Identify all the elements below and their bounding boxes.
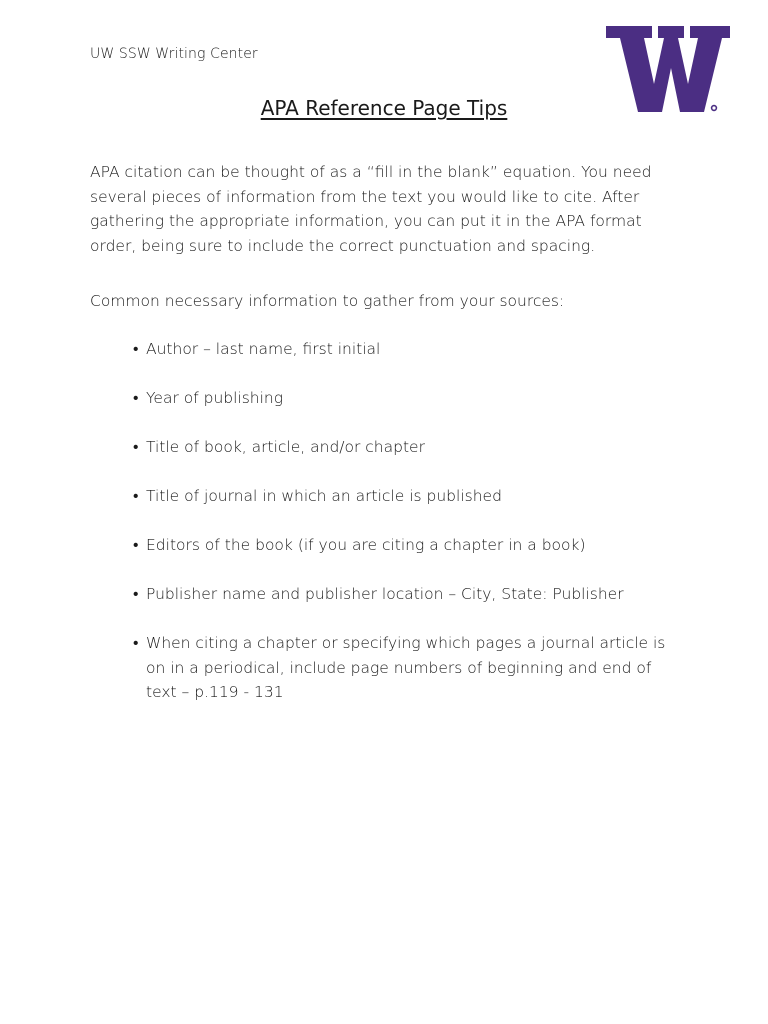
list-item-text: Editors of the book (if you are citing a chapter in a book) [146, 536, 586, 554]
bullet-marker: • [133, 487, 139, 505]
header-org-name: UW SSW Writing Center [90, 46, 258, 62]
list-item [133, 337, 678, 362]
list-item-text: Title of journal in which an article is published [146, 487, 502, 505]
bullet-marker: • [133, 536, 139, 554]
bullet-list [133, 337, 678, 729]
list-item-text: Publisher name and publisher location – City, State: Publisher [146, 585, 624, 603]
list-item [133, 386, 678, 411]
lead-paragraph: Common necessary information to gather from your sources: [90, 292, 565, 310]
list-item [133, 533, 678, 558]
bullet-marker: • [133, 389, 139, 407]
list-item-text: Year of publishing [146, 389, 284, 407]
bullet-marker: • [133, 634, 139, 652]
intro-paragraph: APA citation can be thought of as a “fill in the blank” equation. You need several pieces of information from the text you would like to cite. After gathering the appropriate information, you can put it in the APA format order, being sure to include the correct punctuation and spacing. [90, 163, 652, 255]
list-item-text: When citing a chapter or specifying which pages a journal article is on in a periodical, include page numbers of beginning and end of text – p.119 - 131 [146, 634, 666, 701]
bullet-marker: • [133, 438, 139, 456]
list-item-text: Title of book, article, and/or chapter [146, 438, 425, 456]
list-item [133, 484, 678, 509]
bullet-marker: • [133, 340, 139, 358]
list-item [133, 631, 678, 705]
list-item [133, 435, 678, 460]
list-item [133, 582, 678, 607]
page-title: APA Reference Page Tips [260, 96, 508, 120]
list-item-text: Author – last name, first initial [146, 340, 381, 358]
bullet-marker: • [133, 585, 139, 603]
